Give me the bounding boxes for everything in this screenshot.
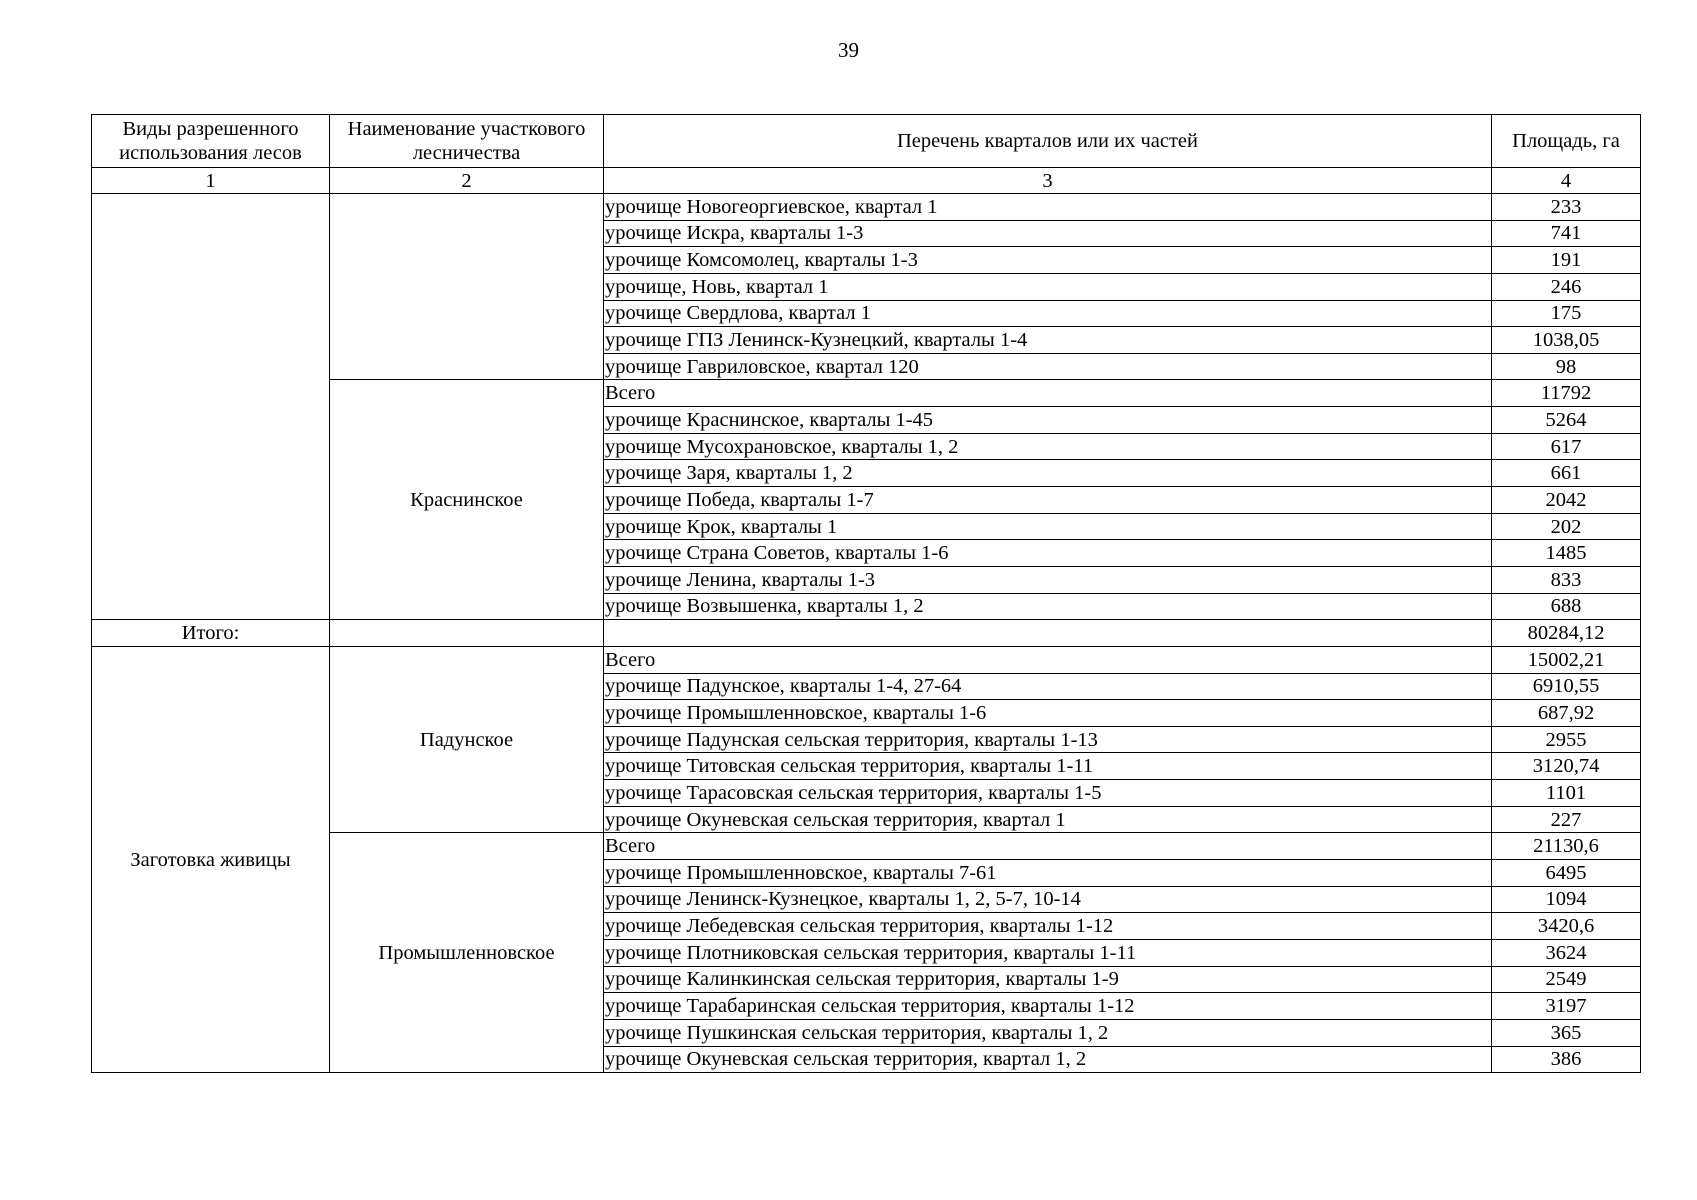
usage-type-resin-harvesting: Заготовка живицы <box>92 646 330 1072</box>
quarter-name: урочище Падунская сельская территория, кварталы 1-13 <box>604 726 1492 753</box>
quarter-area: 1038,05 <box>1492 327 1641 354</box>
quarter-name: урочище Лебедевская сельская территория, кварталы 1-12 <box>604 913 1492 940</box>
quarter-area: 833 <box>1492 566 1641 593</box>
total-area: 80284,12 <box>1492 620 1641 647</box>
quarter-area: 3624 <box>1492 939 1641 966</box>
empty-cell <box>330 620 604 647</box>
quarter-area: 233 <box>1492 194 1641 221</box>
quarter-name: урочище Ленинск-Кузнецкое, кварталы 1, 2, 5-7, 10-14 <box>604 886 1492 913</box>
forestry-padunskoe: Падунское <box>330 646 604 832</box>
quarter-area: 175 <box>1492 300 1641 327</box>
usage-type-cell <box>92 194 330 620</box>
quarter-name: урочище Промышленновское, кварталы 1-6 <box>604 700 1492 727</box>
column-number-row <box>92 168 1641 194</box>
quarter-area: 21130,6 <box>1492 833 1641 860</box>
quarter-name: урочище Окуневская сельская территория, квартал 1, 2 <box>604 1046 1492 1073</box>
quarter-name: урочище Гавриловское, квартал 120 <box>604 353 1492 380</box>
column-number: 1 <box>92 168 330 194</box>
quarter-area: 2955 <box>1492 726 1641 753</box>
quarter-area: 687,92 <box>1492 700 1641 727</box>
quarter-area: 365 <box>1492 1019 1641 1046</box>
forestry-krasninskoe: Краснинское <box>330 380 604 620</box>
forest-quarters-table <box>91 114 1641 1073</box>
quarter-area: 227 <box>1492 806 1641 833</box>
quarter-name: Всего <box>604 380 1492 407</box>
quarter-name: урочище Новогеоргиевское, квартал 1 <box>604 194 1492 221</box>
quarter-area: 11792 <box>1492 380 1641 407</box>
quarter-name: урочище Калинкинская сельская территория, кварталы 1-9 <box>604 966 1492 993</box>
table-header-row <box>92 115 1641 168</box>
quarter-name: урочище Заря, кварталы 1, 2 <box>604 460 1492 487</box>
quarter-name: урочище Возвышенка, кварталы 1, 2 <box>604 593 1492 620</box>
quarter-name: урочище Тарабаринская сельская территория, кварталы 1-12 <box>604 993 1492 1020</box>
header-area: Площадь, га <box>1492 115 1641 168</box>
quarter-name: урочище Победа, кварталы 1-7 <box>604 487 1492 514</box>
quarter-area: 191 <box>1492 247 1641 274</box>
quarter-area: 386 <box>1492 1046 1641 1073</box>
quarter-name: урочище Тарасовская сельская территория, кварталы 1-5 <box>604 780 1492 807</box>
quarter-area: 2549 <box>1492 966 1641 993</box>
total-row <box>92 620 1641 647</box>
quarter-name: урочище Свердлова, квартал 1 <box>604 300 1492 327</box>
quarter-area: 15002,21 <box>1492 646 1641 673</box>
quarter-name: урочище Окуневская сельская территория, квартал 1 <box>604 806 1492 833</box>
quarter-name: урочище Комсомолец, кварталы 1-3 <box>604 247 1492 274</box>
quarter-name: урочище Искра, кварталы 1-3 <box>604 220 1492 247</box>
quarter-area: 1101 <box>1492 780 1641 807</box>
quarter-name: урочище Краснинское, кварталы 1-45 <box>604 407 1492 434</box>
quarter-area: 1094 <box>1492 886 1641 913</box>
quarter-name: урочище Плотниковская сельская территория, кварталы 1-11 <box>604 939 1492 966</box>
quarter-area: 246 <box>1492 273 1641 300</box>
quarter-area: 98 <box>1492 353 1641 380</box>
quarter-area: 5264 <box>1492 407 1641 434</box>
quarter-area: 688 <box>1492 593 1641 620</box>
table-row <box>92 194 1641 221</box>
quarter-area: 6495 <box>1492 860 1641 887</box>
forestry-cell <box>330 194 604 380</box>
quarter-name: урочище Мусохрановское, кварталы 1, 2 <box>604 433 1492 460</box>
quarter-area: 3420,6 <box>1492 913 1641 940</box>
quarter-name: урочище, Новь, квартал 1 <box>604 273 1492 300</box>
quarter-name: урочище Крок, кварталы 1 <box>604 513 1492 540</box>
column-number: 4 <box>1492 168 1641 194</box>
quarter-area: 2042 <box>1492 487 1641 514</box>
quarter-area: 6910,55 <box>1492 673 1641 700</box>
header-quarters-list: Перечень кварталов или их частей <box>604 115 1492 168</box>
quarter-name: урочище Страна Советов, кварталы 1-6 <box>604 540 1492 567</box>
header-forestry-name: Наименование участкового лесничества <box>330 115 604 168</box>
page-number: 39 <box>838 38 859 62</box>
total-label: Итого: <box>92 620 330 647</box>
forestry-promyshlennovskoe: Промышленновское <box>330 833 604 1073</box>
column-number: 2 <box>330 168 604 194</box>
quarter-name: урочище Титовская сельская территория, кварталы 1-11 <box>604 753 1492 780</box>
table-row <box>92 646 1641 673</box>
quarter-area: 3197 <box>1492 993 1641 1020</box>
quarter-name: урочище Пушкинская сельская территория, кварталы 1, 2 <box>604 1019 1492 1046</box>
quarter-name: Всего <box>604 646 1492 673</box>
quarter-name: урочище Ленина, кварталы 1-3 <box>604 566 1492 593</box>
quarter-name: урочище ГПЗ Ленинск-Кузнецкий, кварталы 1-4 <box>604 327 1492 354</box>
quarter-area: 741 <box>1492 220 1641 247</box>
quarter-area: 617 <box>1492 433 1641 460</box>
quarter-area: 1485 <box>1492 540 1641 567</box>
quarter-area: 661 <box>1492 460 1641 487</box>
column-number: 3 <box>604 168 1492 194</box>
header-usage-types: Виды разрешенного использования лесов <box>92 115 330 168</box>
quarter-area: 3120,74 <box>1492 753 1641 780</box>
quarter-name: урочище Падунское, кварталы 1-4, 27-64 <box>604 673 1492 700</box>
quarter-area: 202 <box>1492 513 1641 540</box>
quarter-name: урочище Промышленновское, кварталы 7-61 <box>604 860 1492 887</box>
empty-cell <box>604 620 1492 647</box>
quarter-name: Всего <box>604 833 1492 860</box>
